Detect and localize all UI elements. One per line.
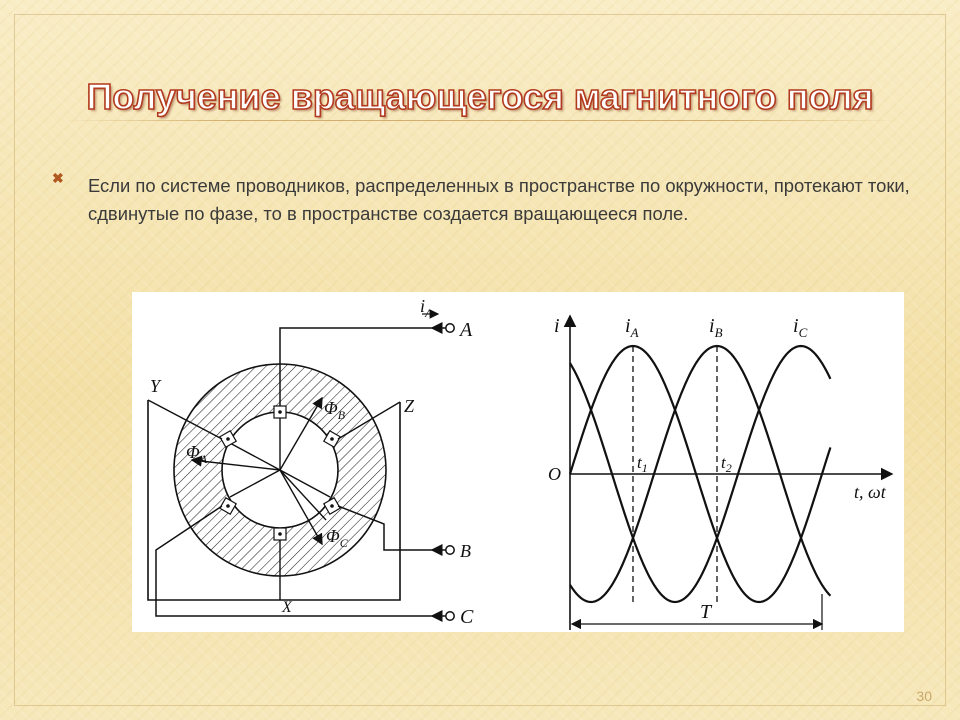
marker-label-t1: $t_1$: [637, 453, 648, 475]
bullet-text: Если по системе проводников, распределенных в пространстве по окружности, протекают токи, сдвинутые по фазе, то в пространстве создается вращающееся поле.: [88, 175, 910, 224]
flux-label-a: $\Phi_A$: [186, 442, 208, 466]
terminal-b: [446, 546, 454, 554]
wave-chart: [548, 315, 892, 630]
figure-panel: [132, 292, 904, 632]
figure-svg: [132, 292, 904, 632]
winding-end-y: Y: [150, 376, 161, 396]
terminal-label-c: C: [460, 606, 474, 628]
series-label-ia: $i_A$: [625, 315, 639, 340]
x-axis-label: t, ωt: [854, 482, 886, 502]
flux-label-b: $\Phi_B$: [324, 398, 346, 422]
series-label-ib: $i_B$: [709, 315, 723, 340]
flux-label-c: $\Phi_C$: [326, 526, 348, 550]
current-label: $i_A$: [420, 296, 433, 320]
terminal-c: [446, 612, 454, 620]
terminal-label-b: B: [460, 541, 471, 561]
page-number: 30: [916, 688, 932, 704]
winding-end-x: X: [282, 599, 292, 616]
stator-diagram: [148, 296, 474, 628]
winding-end-z: Z: [404, 396, 415, 416]
terminal-label-a: A: [460, 319, 473, 341]
bullet-icon: ✖: [52, 170, 64, 186]
slide-title: Получение вращающегося магнитного поля: [86, 76, 874, 117]
series-label-group: [625, 315, 808, 340]
y-axis-label: i: [554, 315, 560, 337]
origin-label: O: [548, 464, 561, 484]
slot-x: [274, 528, 286, 540]
title-divider: [60, 120, 900, 121]
terminal-a: [446, 324, 454, 332]
slot-a: [274, 406, 286, 418]
marker-group: [633, 346, 822, 630]
marker-label-t2: $t_2$: [721, 453, 732, 475]
series-label-ic: $i_C$: [793, 315, 808, 340]
period-label: T: [700, 601, 712, 623]
